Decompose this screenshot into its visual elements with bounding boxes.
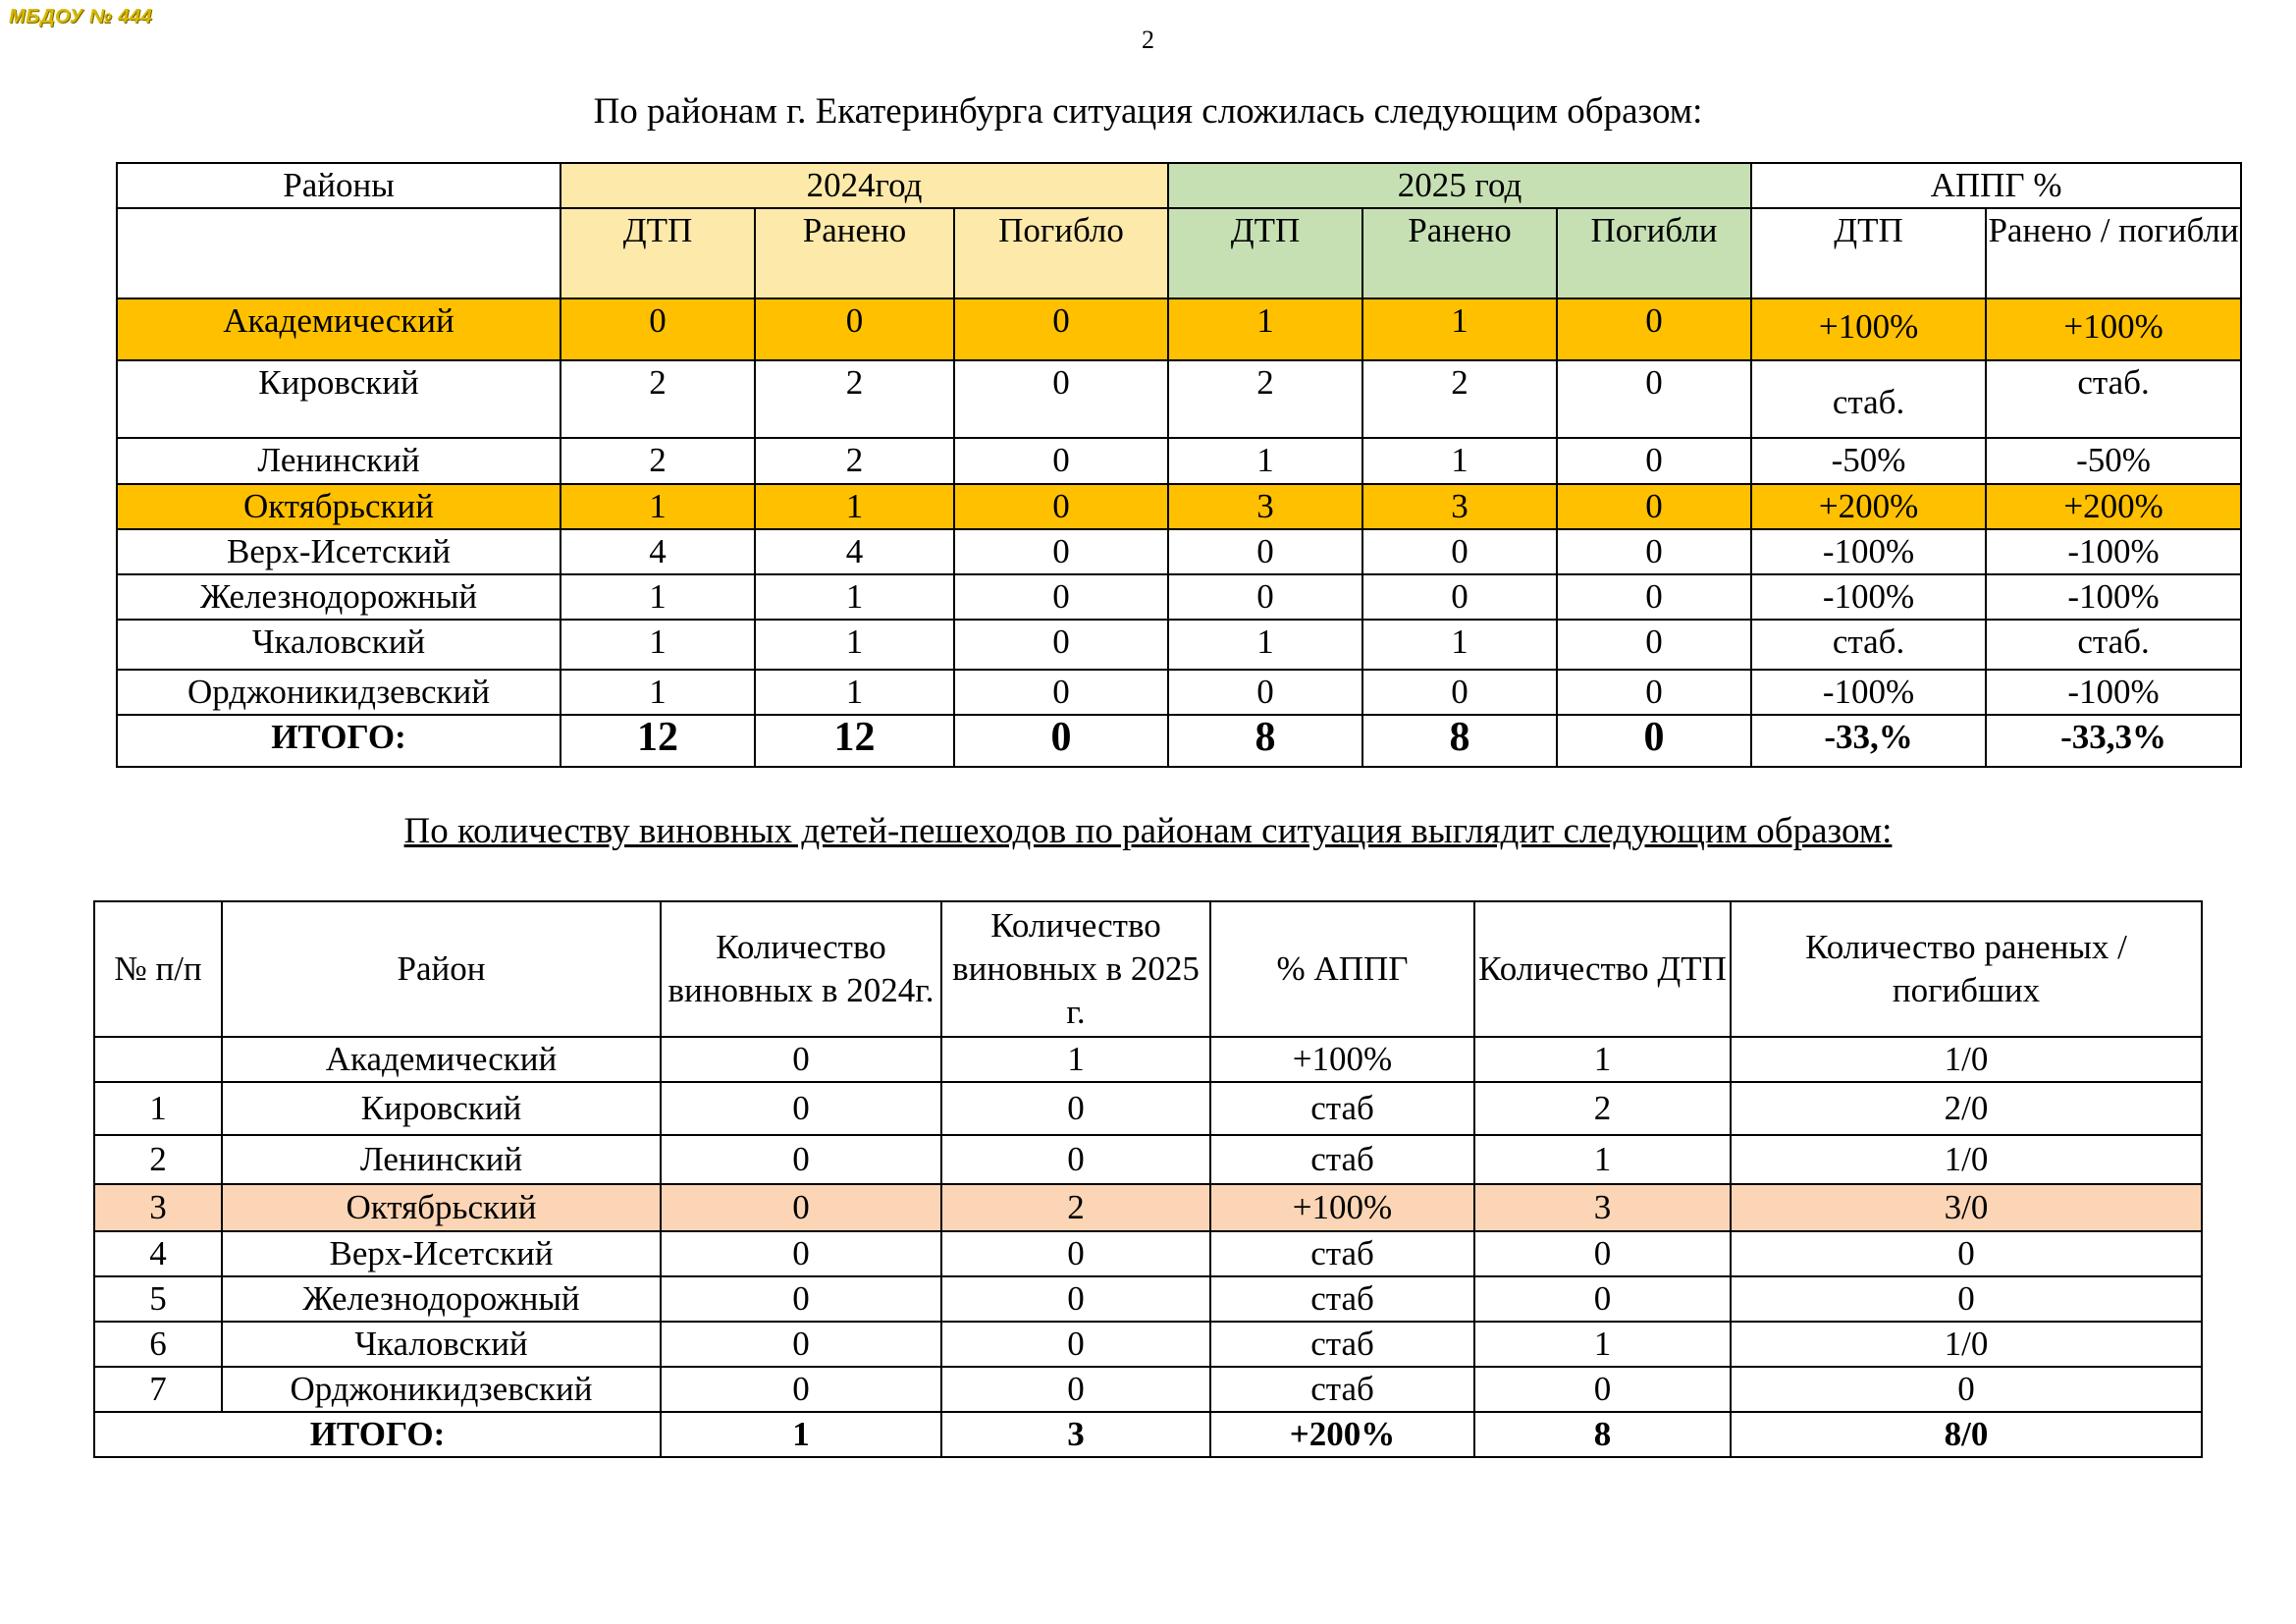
districts-table — [116, 162, 2242, 768]
table-row: Академический 0 1 +100% 1 1/0 — [94, 1037, 2202, 1082]
table2-header-row — [94, 901, 2202, 1037]
heading-districts: По районам г. Екатеринбурга ситуация сложилась следующим образом: — [593, 91, 1703, 132]
pedestrians-table — [93, 900, 2203, 1458]
district-name: Железнодорожный — [117, 574, 561, 620]
district-name: Верх-Исетский — [117, 529, 561, 574]
table-row: 5 Железнодорожный 0 0 стаб 0 0 — [94, 1276, 2202, 1322]
table-row: 6 Чкаловский 0 0 стаб 1 1/0 — [94, 1322, 2202, 1367]
header-guilty-2025: Количество виновных в 2025 г. — [941, 901, 1210, 1037]
district-name: Академический — [117, 298, 561, 360]
header-injured-killed: Количество раненых / погибших — [1731, 901, 2202, 1037]
header-2025-killed: Погибли — [1557, 208, 1751, 298]
header-dtp-count: Количество ДТП — [1474, 901, 1731, 1037]
district-name: Орджоникидзевский — [222, 1367, 661, 1412]
table-row: Ленинский 2 2 0 1 1 0 -50% -50% — [117, 438, 2241, 484]
header-appg: АППГ % — [1751, 163, 2241, 208]
header-appg-injured-killed: Ранено / погибли — [1986, 208, 2241, 298]
district-name: Верх-Исетский — [222, 1231, 661, 1276]
heading-pedestrians: По количеству виновных детей-пешеходов по районам ситуация выглядит следующим образом: — [403, 811, 1893, 851]
table-row: Железнодорожный 1 1 0 0 0 0 -100% -100% — [117, 574, 2241, 620]
header-district: Район — [222, 901, 661, 1037]
district-name: Ленинский — [117, 438, 561, 484]
table1-header-row1 — [117, 163, 2241, 208]
page-number: 2 — [1142, 26, 1154, 54]
header-guilty-2024: Количество виновных в 2024г. — [661, 901, 941, 1037]
header-appg-percent: % АППГ — [1210, 901, 1474, 1037]
table-row: 4 Верх-Исетский 0 0 стаб 0 0 — [94, 1231, 2202, 1276]
header-districts: Районы — [117, 163, 561, 208]
district-name: Чкаловский — [117, 620, 561, 670]
district-name: Кировский — [222, 1082, 661, 1135]
district-name: Октябрьский — [222, 1184, 661, 1231]
header-appg-dtp: ДТП — [1751, 208, 1986, 298]
table-row: 1 Кировский 0 0 стаб 2 2/0 — [94, 1082, 2202, 1135]
table2-total-row: ИТОГО: 1 3 +200% 8 8/0 — [94, 1412, 2202, 1457]
header-2024: 2024год — [561, 163, 1168, 208]
header-2024-killed: Погибло — [954, 208, 1168, 298]
district-name: Ленинский — [222, 1135, 661, 1184]
header-2024-injured: Ранено — [755, 208, 954, 298]
district-name: Железнодорожный — [222, 1276, 661, 1322]
district-name: Октябрьский — [117, 484, 561, 529]
table-row: 7 Орджоникидзевский 0 0 стаб 0 0 — [94, 1367, 2202, 1412]
total-label: ИТОГО: — [94, 1412, 661, 1457]
table1-header-row2 — [117, 208, 2241, 298]
table1-total-row: ИТОГО: 12 12 0 8 8 0 -33,% -33,3% — [117, 715, 2241, 767]
district-name: Чкаловский — [222, 1322, 661, 1367]
table-row: 3 Октябрьский 0 2 +100% 3 3/0 — [94, 1184, 2202, 1231]
header-empty — [117, 208, 561, 298]
total-label: ИТОГО: — [117, 715, 561, 767]
header-2025-dtp: ДТП — [1168, 208, 1362, 298]
district-name: Академический — [222, 1037, 661, 1082]
table-row: Чкаловский 1 1 0 1 1 0 стаб. стаб. — [117, 620, 2241, 670]
table-row: 2 Ленинский 0 0 стаб 1 1/0 — [94, 1135, 2202, 1184]
header-2025-injured: Ранено — [1362, 208, 1557, 298]
watermark-logo: МБДОУ № 444 — [9, 6, 153, 27]
table-row: Октябрьский 1 1 0 3 3 0 +200% +200% — [117, 484, 2241, 529]
header-2025: 2025 год — [1168, 163, 1751, 208]
table-row: Орджоникидзевский 1 1 0 0 0 0 -100% -100% — [117, 670, 2241, 715]
header-2024-dtp: ДТП — [561, 208, 755, 298]
table-row: Академический 0 0 0 1 1 0 +100% +100% — [117, 298, 2241, 360]
header-num: № п/п — [94, 901, 222, 1037]
table-row: Верх-Исетский 4 4 0 0 0 0 -100% -100% — [117, 529, 2241, 574]
district-name: Кировский — [117, 360, 561, 438]
district-name: Орджоникидзевский — [117, 670, 561, 715]
table-row: Кировский 2 2 0 2 2 0 стаб. стаб. — [117, 360, 2241, 438]
